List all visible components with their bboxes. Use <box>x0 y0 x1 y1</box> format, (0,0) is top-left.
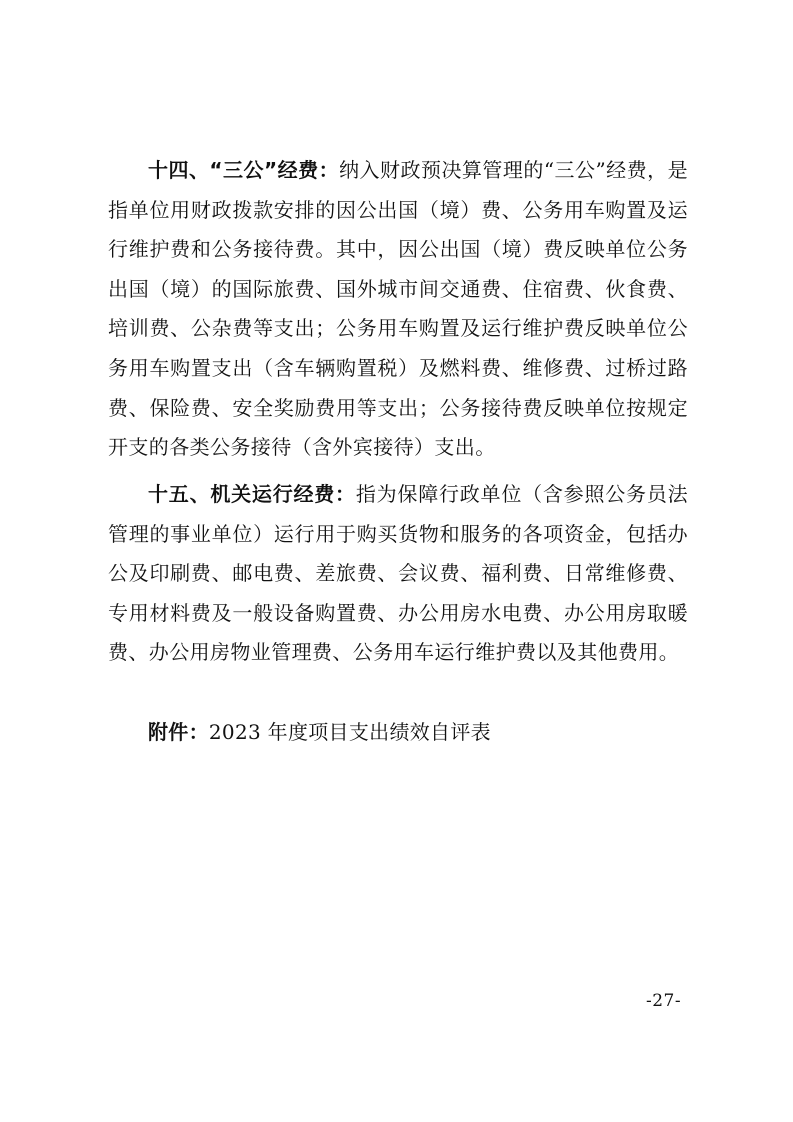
page-number: -27- <box>646 991 682 1011</box>
attachment-line <box>148 713 491 753</box>
section-heading: 十五、机关运行经费： <box>148 482 356 506</box>
attachment-label: 附件： <box>148 720 209 744</box>
section-body: 纳入财政预决算管理的“三公”经费，是指单位用财政拨款安排的因公出国（境）费、公务用车购置及运行维护费和公务接待费。其中，因公出国（境）费反映单位公务出国（境）的国际旅费、国外城市间交通费、住宿费、伙食费、培训费、公杂费等支出；公务用车购置及运行维护费反映单位公务用车购置支出（含车辆购置税）及燃料费、维修费、过桥过路费、保险费、安全奖励费用等支出；公务接待费反映单位按规定开支的各类公务接待（含外宾接待）支出。 <box>108 158 689 460</box>
section-heading: 十四、“三公”经费： <box>148 158 340 182</box>
attachment-title: 2023 年度项目支出绩效自评表 <box>208 720 491 744</box>
section-body: 指为保障行政单位（含参照公务员法管理的事业单位）运行用于购买货物和服务的各项资金，包括办公及印刷费、邮电费、差旅费、会议费、福利费、日常维修费、专用材料费及一般设备购置费、办公用房水电费、办公用房取暖费、办公用房物业管理费、公务用车运行维护费以及其他费用。 <box>108 482 688 665</box>
section-three-public-funds <box>108 151 688 468</box>
section-agency-operating-funds <box>108 475 688 673</box>
